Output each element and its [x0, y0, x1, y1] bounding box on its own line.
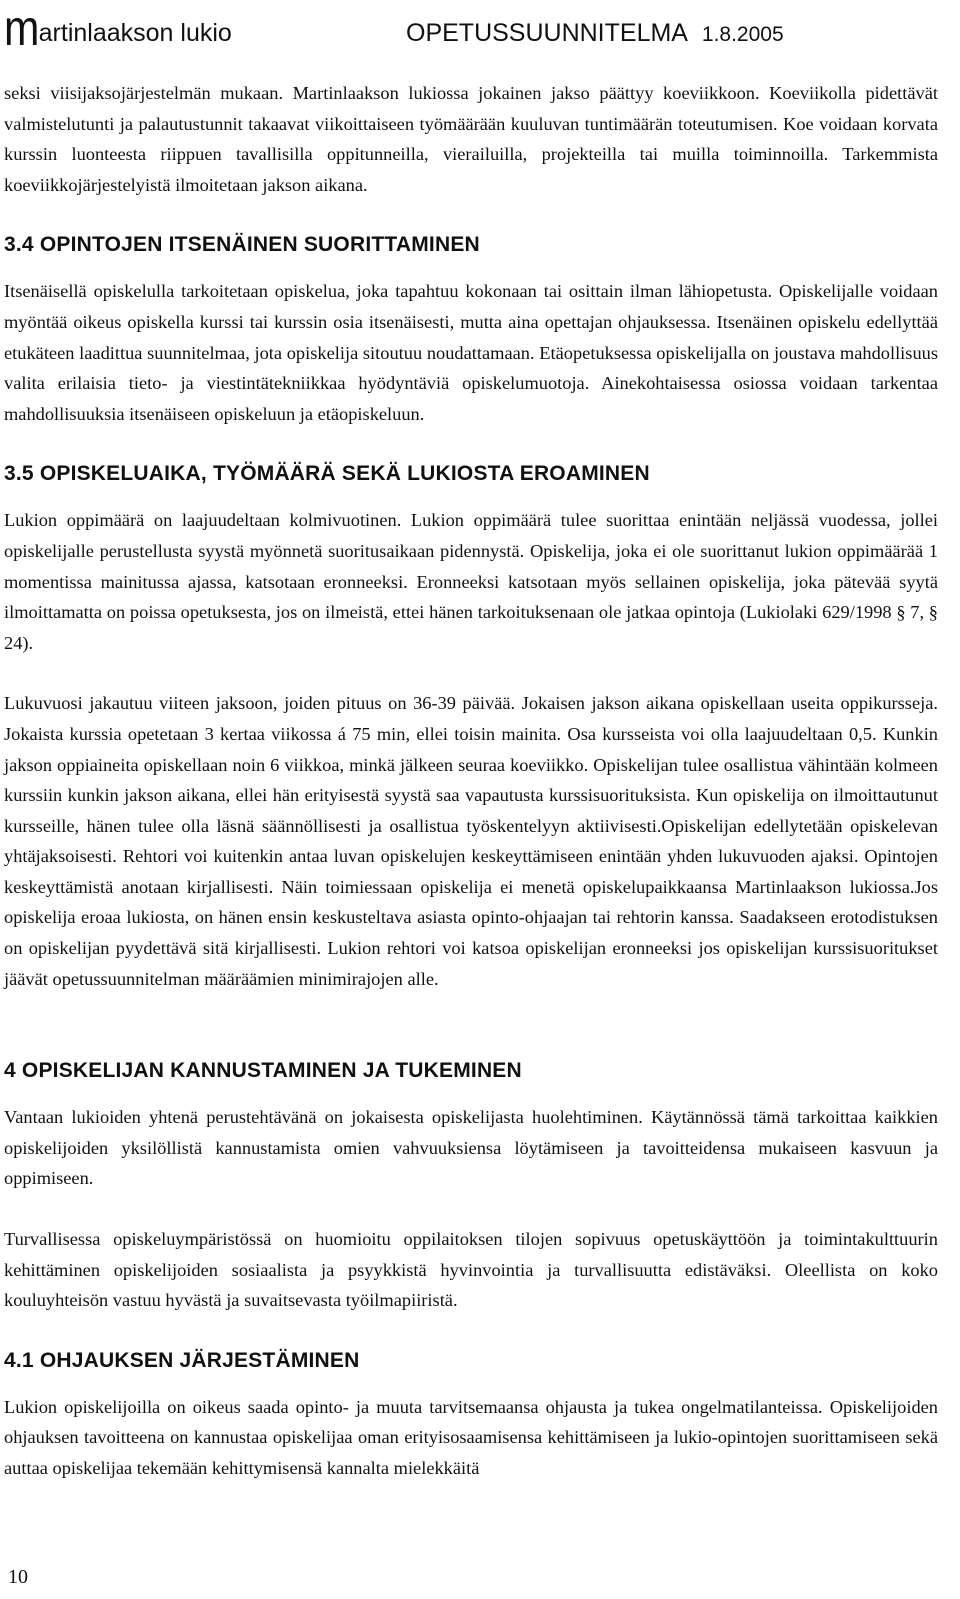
school-name-text: artinlaakson lukio: [38, 19, 232, 47]
section-heading-4-1: 4.1 OHJAUKSEN JÄRJESTÄMINEN: [4, 1348, 360, 1372]
page-number: 10: [8, 1566, 28, 1588]
school-name: [4, 0, 232, 56]
section-4-1-paragraph: Lukion opiskelijoilla on oikeus saada opinto- ja muuta tarvitsemaansa ohjausta ja tukea ongelmatilanteissa. Opiskelijoiden ohjauksen tavoitteena on kannustaa opiskelijaa oman erityisosaamisensa kehittämiseen ja lukio-opintojen suorittamiseen sekä auttaa opiskelijaa tekemään kehittymisensä kannalta mielekkäitä: [4, 1396, 938, 1478]
logo-letter: m: [4, 0, 40, 56]
section-4-paragraph-2: Turvallisessa opiskeluympäristössä on huomioitu oppilaitoksen tilojen sopivuus opetuskäyttöön ja toimintakulttuurin kehittäminen opiskelijoiden sosiaalista ja psyykkistä hyvinvointia ja turvallisuutta edistäväksi. Oleellista on koko kouluyhteisön vastuu hyvästä ja suvaitsevasta työilmapiiristä.: [4, 1229, 938, 1311]
section-heading-3-5: 3.5 OPISKELUAIKA, TYÖMÄÄRÄ SEKÄ LUKIOSTA EROAMINEN: [4, 462, 650, 486]
section-3-4-paragraph: Itsenäisellä opiskelulla tarkoitetaan opiskelua, joka tapahtuu kokonaan tai osittain ilman lähiopetusta. Opiskelijalle voidaan myöntää oikeus opiskella kurssi tai kurssin osia itsenäisesti, mutta aina opettajan ohjauksessa. Itsenäinen opiskelu edellyttää etukäteen laadittua suunnitelmaa, jota opiskelija sitoutuu noudattamaan. Etäopetuksessa opiskelijalla on joustava mahdollisuus valita erilaisia tieto- ja viestintätekniikkaa hyödyntäviä opiskelumuotoja. Ainekohtaisessa osiossa voidaan tarkentaa mahdollisuuksia itsenäiseen opiskeluun ja etäopiskeluun.: [4, 281, 938, 424]
section-3-5-paragraph-2: Lukuvuosi jakautuu viiteen jaksoon, joiden pituus on 36-39 päivää. Jokaisen jakson aikana opiskellaan useita oppikursseja. Jokaista kurssia opetetaan 3 kertaa viikossa á 75 min, ellei toisin mainita. Osa kursseista voi olla laajuudeltaan 0,5. Kunkin jakson oppiaineita opiskellaan noin 6 viikkoa, minkä jälkeen seuraa koeviikko. Opiskelijan tulee osallistua vähintään kolmeen kurssiin kunkin jakson aikana, ellei hän erityisestä syystä saa vapautusta kurssisuorituksista. Kun opiskelija on ilmoittautunut kursseille, hänen tulee olla läsnä säännöllisesti ja osallistua työskentelyyn aktiivisesti.Opiskelijan edellytetään opiskelevan yhtäjaksoisesti. Rehtori voi kuitenkin antaa luvan opiskelujen keskeyttämiseen enintään yhden lukuvuoden ajaksi. Opintojen keskeyttämistä anotaan kirjallisesti. Näin toimiessaan opiskelija ei menetä opiskelupaikkaansa Martinlaakson lukiossa.Jos opiskelija eroaa lukiosta, on hänen ensin keskusteltava asiasta opinto-ohjaajan tai rehtorin kanssa. Saadakseen erotodistuksen on opiskelijan pyydettävä sitä kirjallisesti. Lukion rehtori voi katsoa opiskelijan eronneeksi jos opiskelijan kurssisuoritukset jäävät opetussuunnitelman määräämien minimirajojen alle.: [4, 693, 938, 989]
page-header: [4, 0, 954, 56]
intro-paragraph: seksi viisijaksojärjestelmän mukaan. Martinlaakson lukiossa jokainen jakso päättyy koeviikkoon. Koeviikolla pidettävät valmistelutunti ja palautustunnit takaavat viikoittaiseen työmäärään kuuluvan tuntimäärän toteutumisen. Koe voidaan korvata kurssin luonteesta riippuen tavallisilla oppitunneilla, vierailuilla, projekteilla tai muilla toiminnoilla. Tarkemmista koeviikkojärjestelyistä ilmoitetaan jakson aikana.: [4, 83, 938, 195]
document-title-text: OPETUSSUUNNITELMA: [406, 19, 688, 47]
document-date: 1.8.2005: [701, 23, 784, 46]
section-heading-4: 4 OPISKELIJAN KANNUSTAMINEN JA TUKEMINEN: [4, 1059, 522, 1083]
main-content: [4, 78, 938, 1484]
section-3-5-paragraph-1: Lukion oppimäärä on laajuudeltaan kolmivuotinen. Lukion oppimäärä tulee suorittaa enintään neljässä vuodessa, jollei opiskelijalle perustellusta syystä myönnetä suoritusaikaan pidennystä. Opiskelija, joka ei ole suorittanut lukion oppimäärää 1 momentissa mainitussa ajassa, katsotaan eronneeksi. Eronneeksi katsotaan myös sellainen opiskelija, joka pätevää syytä ilmoittamatta on poissa opetuksesta, jos on ilmeistä, ettei hänen tarkoituksenaan ole jatkaa opintoja (Lukiolaki 629/1998 § 7, § 24).: [4, 510, 938, 653]
document-title: [406, 19, 784, 48]
section-heading-3-4: 3.4 OPINTOJEN ITSENÄINEN SUORITTAMINEN: [4, 233, 480, 257]
section-4-paragraph-1: Vantaan lukioiden yhtenä perustehtävänä on jokaisesta opiskelijasta huolehtiminen. Käytännössä tämä tarkoittaa kaikkien opiskelijoiden yksilöllistä kannustamista omien vahvuuksiensa löytämiseen ja tavoitteidensa mukaiseen kasvuun ja oppimiseen.: [4, 1107, 938, 1189]
